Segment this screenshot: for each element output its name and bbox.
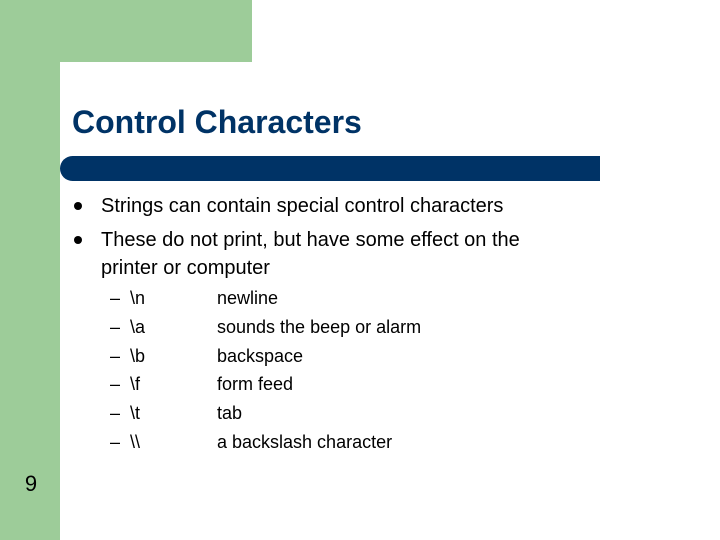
escape-description: newline — [217, 288, 279, 308]
title-underline-bar — [60, 156, 600, 181]
bullet-dot-icon — [74, 236, 82, 244]
escape-code: \n — [130, 288, 146, 308]
bullet-text-line-1: These do not print, but have some effect on the — [101, 229, 520, 251]
escape-description: sounds the beep or alarm — [217, 316, 422, 337]
escape-description: form feed — [217, 374, 294, 395]
escape-description: tab — [217, 403, 243, 424]
escape-description: backspace — [217, 345, 304, 366]
escape-code: \a — [130, 316, 146, 337]
dash-bullet: – — [110, 316, 121, 337]
escape-code: \f — [130, 374, 141, 395]
dash-bullet: – — [110, 431, 121, 452]
dash-bullet: – — [110, 374, 121, 395]
dash-bullet: – — [110, 288, 121, 308]
slide-title: Control Characters — [72, 104, 362, 140]
escape-code: \b — [130, 345, 146, 366]
escape-code: \t — [130, 403, 141, 424]
dash-bullet: – — [110, 345, 121, 366]
dash-bullet: – — [110, 403, 121, 424]
bullet-dot-icon — [74, 202, 82, 210]
escape-code: \\ — [130, 431, 141, 452]
decorative-left-strip — [0, 0, 60, 540]
bullet-text-line-2: printer or computer — [101, 257, 270, 279]
bullet-text: Strings can contain special control characters — [101, 195, 504, 217]
page-number: 9 — [24, 471, 38, 496]
escape-description: a backslash character — [217, 431, 393, 452]
